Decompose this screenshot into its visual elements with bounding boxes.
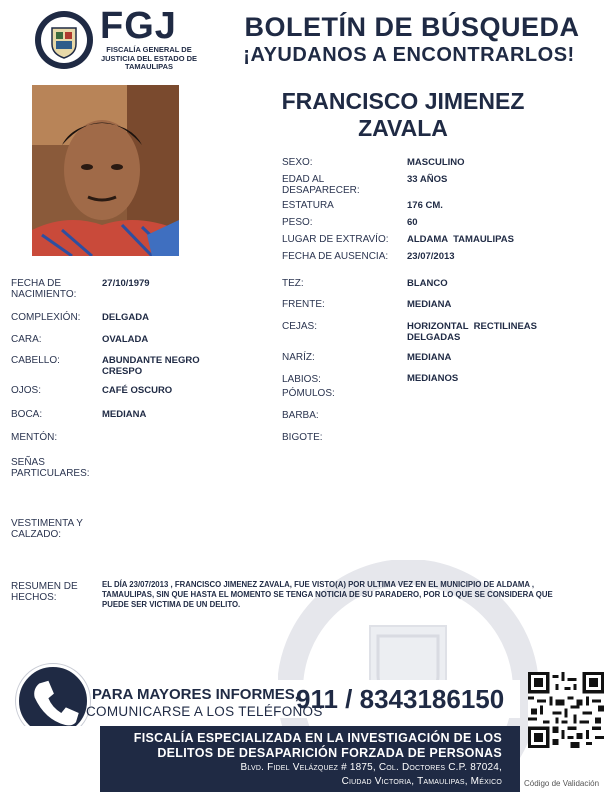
absence-date-value: 23/07/2013 bbox=[407, 251, 455, 262]
beard-label: BARBA: bbox=[282, 410, 319, 421]
qr-code[interactable] bbox=[528, 672, 604, 748]
forehead-value: MEDIANA bbox=[407, 299, 452, 310]
eyes-value: CAFÉ OSCURO bbox=[102, 385, 173, 396]
skin-value: BLANCO bbox=[407, 278, 448, 289]
location-label: LUGAR DE EXTRAVÍO: bbox=[282, 234, 389, 245]
birthdate-value: 27/10/1979 bbox=[102, 278, 150, 289]
office-name-line2: DELITOS DE DESAPARICIÓN FORZADA DE PERSONAS bbox=[157, 746, 502, 760]
phone-icon bbox=[19, 667, 87, 735]
hair-label: CABELLO: bbox=[11, 355, 60, 366]
mouth-value: MEDIANA bbox=[102, 409, 147, 420]
office-name-line1: FISCALÍA ESPECIALIZADA EN LA INVESTIGACIÓN DE LOS bbox=[133, 731, 502, 745]
bulletin-title: BOLETÍN DE BÚSQUEDA bbox=[244, 12, 580, 42]
clothing-label: VESTIMENTA Y CALZADO: bbox=[11, 518, 83, 540]
address-line1: Blvd. Fidel Velázquez # 1875, Col. Doctores C.P. 87024, bbox=[240, 762, 502, 773]
forehead-label: FRENTE: bbox=[282, 299, 325, 310]
info-heading: PARA MAYORES INFORMES, bbox=[92, 686, 299, 703]
eyes-label: OJOS: bbox=[11, 385, 42, 396]
chin-label: MENTÓN: bbox=[11, 432, 58, 443]
mouth-label: BOCA: bbox=[11, 409, 43, 420]
bulletin-subtitle: ¡AYUDANOS A ENCONTRARLOS! bbox=[243, 44, 575, 66]
nose-value: MEDIANA bbox=[407, 352, 452, 363]
lips-value: MEDIANOS bbox=[407, 373, 459, 384]
location-value: ALDAMA TAMAULIPAS bbox=[407, 234, 514, 245]
age-value: 33 AÑOS bbox=[407, 174, 448, 185]
lips-label: LABIOS: bbox=[282, 374, 321, 385]
cheekbones-label: PÓMULOS: bbox=[282, 388, 335, 399]
face-value: OVALADA bbox=[102, 334, 149, 345]
state-seal-icon bbox=[34, 10, 94, 70]
sex-label: SEXO: bbox=[282, 157, 313, 168]
office-name bbox=[120, 731, 502, 761]
info-subheading: COMUNICARSE A LOS TELÉFONOS bbox=[86, 704, 323, 719]
weight-label: PESO: bbox=[282, 217, 313, 228]
agency-short-name: FGJ bbox=[100, 5, 177, 47]
qr-caption: Código de Validación bbox=[524, 779, 600, 788]
build-value: DELGADA bbox=[102, 312, 149, 323]
person-name: FRANCISCO JIMENEZ ZAVALA bbox=[281, 88, 525, 141]
sex-value: MASCULINO bbox=[407, 157, 465, 168]
skin-label: TEZ: bbox=[282, 278, 304, 289]
eyebrows-label: CEJAS: bbox=[282, 321, 318, 332]
summary-text: EL DÍA 23/07/2013 , FRANCISCO JIMENEZ ZAVALA, FUE VISTO(A) POR ULTIMA VEZ EN EL MUNICIPIO DE ALDAMA , TAMAULIPAS, SIN QUE HASTA EL MOMENTO SE TENGA NOTICIA DE SU PARADERO, POR LO QUE SE CONSIDERA QUE PUEDE SER VICTIMA DE UN DELITO. bbox=[102, 580, 553, 609]
nose-label: NARÍZ: bbox=[282, 352, 315, 363]
height-value: 176 CM. bbox=[407, 200, 443, 211]
height-label: ESTATURA bbox=[282, 200, 334, 211]
birthdate-label: FECHA DE NACIMIENTO: bbox=[11, 278, 77, 300]
mustache-label: BIGOTE: bbox=[282, 432, 323, 443]
marks-label: SEÑAS PARTICULARES: bbox=[11, 457, 90, 479]
office-band-cutout bbox=[0, 726, 100, 792]
absence-date-label: FECHA DE AUSENCIA: bbox=[282, 251, 389, 262]
hair-value: ABUNDANTE NEGRO CRESPO bbox=[102, 355, 200, 377]
eyebrows-value: HORIZONTAL RECTILINEAS DELGADAS bbox=[407, 321, 540, 343]
agency-full-name: FISCALÍA GENERAL DE JUSTICIA DEL ESTADO DE TAMAULIPAS bbox=[100, 45, 198, 71]
address-line2: Ciudad Victoria, Tamaulipas, México bbox=[341, 776, 502, 787]
phone-numbers[interactable]: 911 / 8343186150 bbox=[296, 684, 505, 714]
face-label: CARA: bbox=[11, 334, 42, 345]
office-address bbox=[120, 761, 502, 789]
summary-label: RESUMEN DE HECHOS: bbox=[11, 581, 78, 603]
age-label: EDAD AL DESAPARECER: bbox=[282, 174, 360, 196]
weight-value: 60 bbox=[407, 217, 418, 228]
missing-person-photo bbox=[32, 85, 179, 256]
build-label: COMPLEXIÓN: bbox=[11, 312, 81, 323]
